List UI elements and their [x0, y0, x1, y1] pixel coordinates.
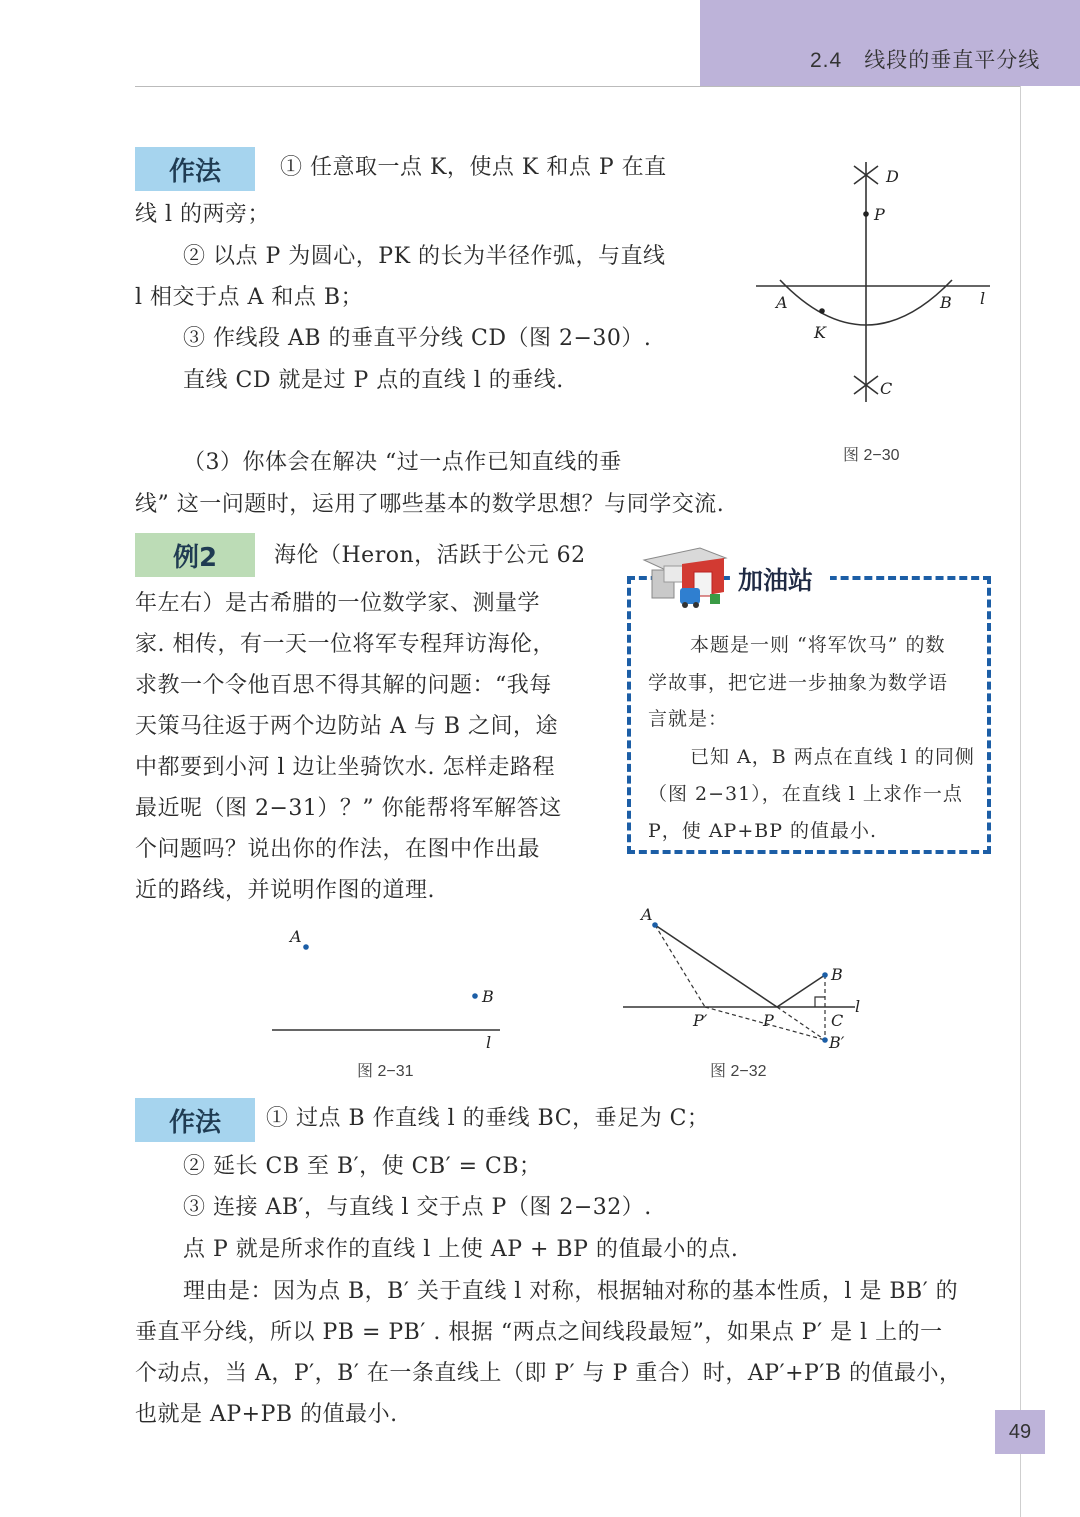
- example-line-3: 家. 相传，有一天一位将军专程拜访海伦，: [135, 632, 555, 657]
- fig31-label-l: l: [486, 1033, 492, 1052]
- method1-line-5: ③ 作线段 AB 的垂直平分线 CD（图 2−30）.: [183, 326, 652, 351]
- example-line-5: 天策马往返于两个边防站 A 与 B 之间，途: [135, 714, 559, 739]
- fig32-caption: 图 2−32: [710, 1063, 767, 1080]
- method2-line-3: ③ 连接 AB′，与直线 l 交于点 P（图 2−32）.: [183, 1195, 652, 1220]
- example-tag: 例2: [135, 533, 255, 577]
- fig30-label-c: C: [880, 379, 893, 398]
- tip-line-2: 学故事，把它进一步抽象为数学语: [648, 672, 949, 694]
- method-tag-1: 作法: [135, 147, 255, 191]
- method-tag-2: 作法: [135, 1098, 255, 1142]
- example-line-4: 求教一个令他百思不得其解的问题：“我每: [135, 673, 552, 698]
- section-title: 2.4 线段的垂直平分线: [810, 49, 1041, 72]
- tip-line-4: 已知 A，B 两点在直线 l 的同侧: [690, 746, 975, 768]
- fig32-point-a: [652, 922, 658, 928]
- page-number: 49: [995, 1410, 1045, 1454]
- fig32-right-angle: [815, 997, 825, 1007]
- fig32-segment-pb: [777, 975, 825, 1007]
- fig32-label-c: C: [831, 1011, 844, 1030]
- fig30-label-l: l: [980, 289, 986, 308]
- fig32-label-l: l: [855, 997, 861, 1016]
- method1-line-6: 直线 CD 就是过 P 点的直线 l 的垂线.: [183, 368, 564, 393]
- example-line-8: 个问题吗？说出你的作法，在图中作出最: [135, 837, 541, 862]
- example-line-1: 海伦（Heron，活跃于公元 62: [274, 543, 586, 568]
- fig32-segment-pb1: [777, 1007, 825, 1040]
- method2-line-2: ② 延长 CB 至 B′，使 CB′ = CB；: [183, 1154, 542, 1179]
- example-line-7: 最近呢（图 2−31）？” 你能帮将军解答这: [135, 796, 562, 821]
- method2-line-7: 个动点，当 A，P′，B′ 在一条直线上（即 P′ 与 P 重合）时，AP′+P′B 的值最小，: [135, 1361, 962, 1386]
- fig32-label-p1: P′: [693, 1011, 708, 1030]
- fig30-label-a: A: [776, 293, 788, 312]
- question3-line-2: 线” 这一问题时，运用了哪些基本的数学思想？与同学交流.: [135, 492, 725, 517]
- method1-line-4: l 相交于点 A 和点 B；: [135, 285, 364, 310]
- fig31-label-a: A: [290, 927, 302, 946]
- tip-box-title: 加油站: [738, 566, 814, 595]
- method2-line-6: 垂直平分线，所以 PB = PB′ . 根据 “两点之间线段最短”，如果点 P′ 是 l 上的一: [135, 1320, 943, 1345]
- tip-line-1: 本题是一则 “将军饮马” 的数: [690, 634, 946, 656]
- fig30-label-k: K: [814, 323, 826, 342]
- method2-line-1: ① 过点 B 作直线 l 的垂线 BC，垂足为 C；: [266, 1106, 710, 1131]
- tip-line-5: （图 2−31），在直线 l 上求作一点: [648, 783, 963, 805]
- fig32-segment-ap: [655, 925, 777, 1007]
- fig30-point-k: [819, 308, 825, 314]
- tip-line-6: P，使 AP+BP 的值最小.: [648, 820, 878, 842]
- fig31-label-b: B: [482, 987, 494, 1006]
- header-divider: [135, 86, 1020, 87]
- example-line-9: 近的路线，并说明作图的道理.: [135, 878, 435, 903]
- fig32-label-a: A: [641, 905, 653, 924]
- fig30-caption: 图 2−30: [843, 447, 900, 464]
- fig30-label-b: B: [940, 293, 952, 312]
- gas-station-icon: [638, 542, 730, 612]
- fig32-segment-ap1: [655, 925, 705, 1007]
- method2-line-8: 也就是 AP+PB 的值最小.: [135, 1402, 398, 1427]
- fig31-point-a: [303, 944, 309, 950]
- fig30-point-p: [863, 211, 869, 217]
- fig32-label-b1: B′: [829, 1033, 845, 1052]
- margin-divider: [1020, 86, 1021, 1517]
- method1-line-3: ② 以点 P 为圆心，PK 的长为半径作弧，与直线: [183, 244, 666, 269]
- method1-line-1: ① 任意取一点 K，使点 K 和点 P 在直: [280, 155, 667, 180]
- example-line-2: 年左右）是古希腊的一位数学家、测量学: [135, 591, 541, 616]
- fig30-label-d: D: [886, 167, 899, 186]
- fig32-label-p: P: [763, 1011, 774, 1030]
- figure-2-32: [615, 900, 875, 1060]
- fig31-caption: 图 2−31: [357, 1063, 414, 1080]
- fig32-point-b: [822, 972, 828, 978]
- question3-line-1: （3）你体会在解决 “过一点作已知直线的垂: [183, 450, 622, 475]
- fig32-point-b1: [822, 1037, 828, 1043]
- fig30-label-p: P: [874, 205, 885, 224]
- example-line-6: 中都要到小河 l 边让坐骑饮水. 怎样走路程: [135, 755, 556, 780]
- figure-2-31: [260, 920, 520, 1060]
- method1-line-2: 线 l 的两旁；: [135, 202, 271, 227]
- tip-line-3: 言就是：: [648, 708, 729, 730]
- method2-line-5: 理由是：因为点 B，B′ 关于直线 l 对称，根据轴对称的基本性质，l 是 BB′ 的: [183, 1279, 959, 1304]
- method2-line-4: 点 P 就是所求作的直线 l 上使 AP + BP 的值最小的点.: [183, 1237, 739, 1262]
- fig31-point-b: [472, 993, 478, 999]
- figure-2-30: [740, 150, 1010, 410]
- fig32-label-b: B: [831, 965, 843, 984]
